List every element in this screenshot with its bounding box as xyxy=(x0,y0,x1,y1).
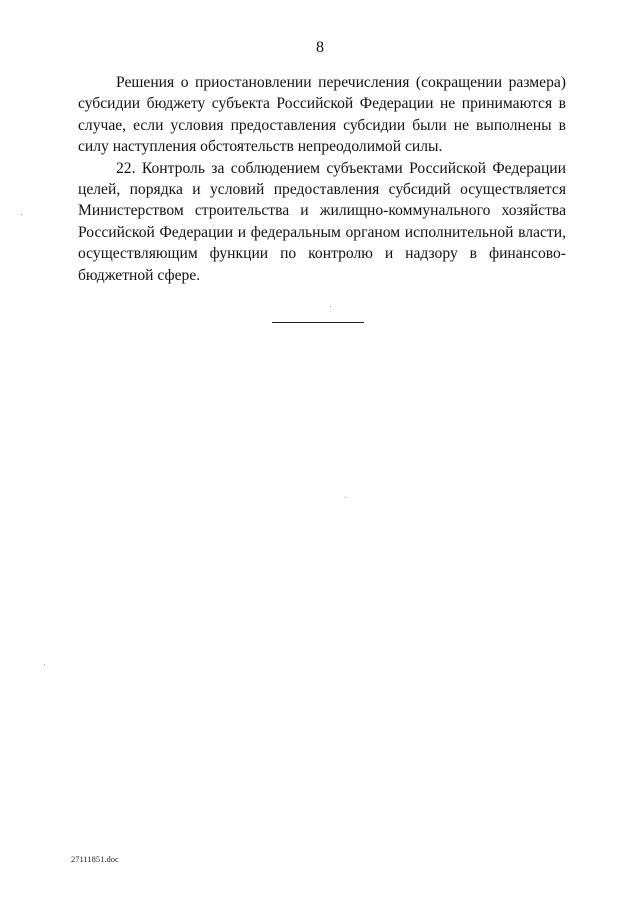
page-number: 8 xyxy=(316,39,324,56)
scan-speck xyxy=(44,664,45,665)
body-text xyxy=(78,72,566,286)
paragraph-22-control: 22. Контроль за соблюдением субъектами Российской Федерации целей, порядка и условий предоставления субсидий осуществляется Министерством строительства и жилищно-коммунального хозяйства Российской Федерации и федеральным органом исполнительной власти, осуществляющим функции по контролю и надзору в финансово-бюджетной сфере. xyxy=(78,159,566,284)
footer-file-name: 27111851.doc xyxy=(71,854,119,864)
scan-speck xyxy=(345,497,346,498)
scan-speck xyxy=(330,306,331,307)
paragraph-subsidy-suspension: Решения о приостановлении перечисления (сокращении размера) субсидии бюджету субъекта Российской Федерации не принимаются в случае, если условия предоставления субсидии были не выполнены в силу наступления обстоятельств непреодолимой силы. xyxy=(78,74,566,156)
scan-speck xyxy=(21,214,22,215)
end-separator-line xyxy=(272,322,364,323)
